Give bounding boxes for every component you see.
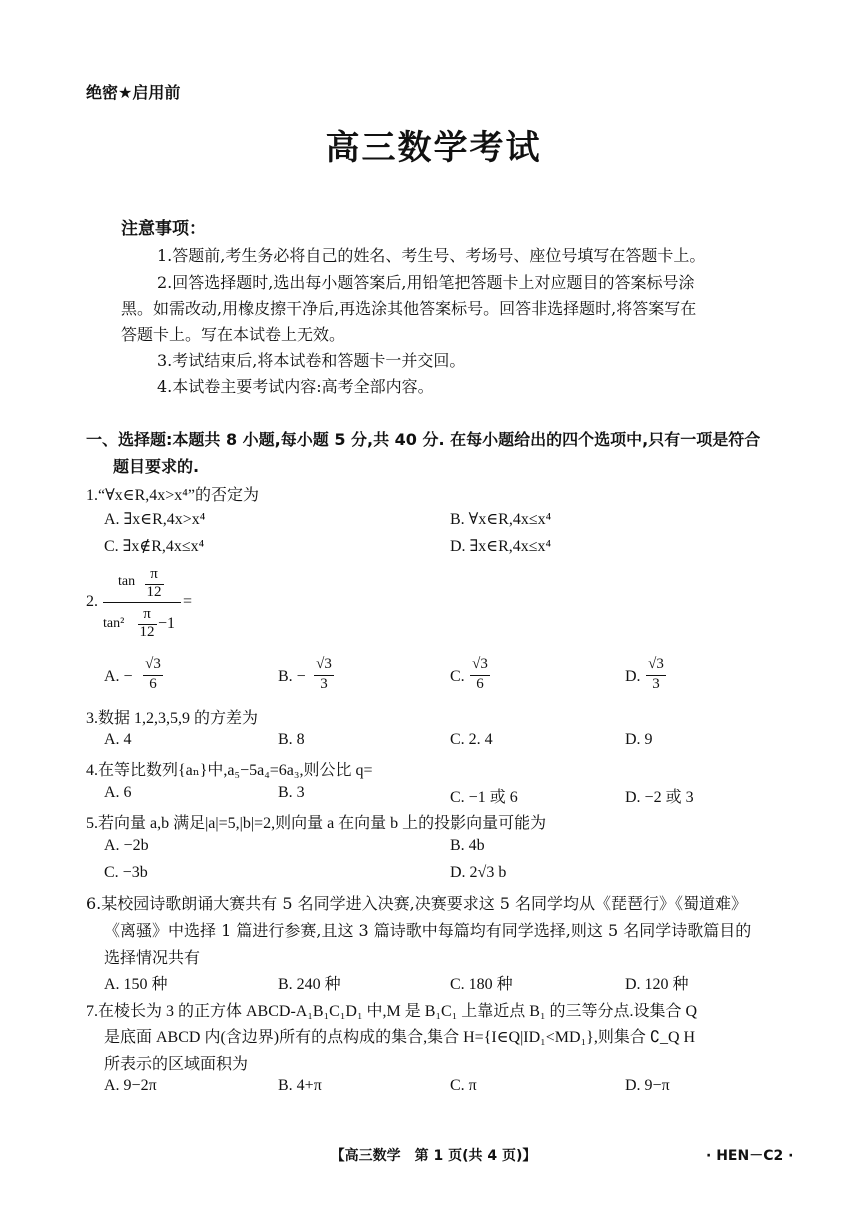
q6-option-d: D. 120 种 bbox=[625, 976, 689, 993]
q2-option-d-num: √3 bbox=[648, 656, 664, 672]
q6-option-b: B. 240 种 bbox=[278, 976, 341, 993]
q7-option-b: B. 4+π bbox=[278, 1077, 322, 1094]
q3-option-a: A. 4 bbox=[104, 731, 132, 748]
q2-option-a-num: √3 bbox=[145, 656, 161, 672]
q7-option-d: D. 9−π bbox=[625, 1077, 670, 1094]
q7-stem-line2: 是底面 ABCD 内(含边界)所有的点构成的集合,集合 H={I∈Q|ID₁<MD₁},则集合 ∁_Q H bbox=[104, 1029, 696, 1046]
q2-denominator-tan2: tan² bbox=[103, 616, 125, 631]
q6-stem-line3: 选择情况共有 bbox=[104, 948, 201, 967]
q2-option-c-label: C. bbox=[450, 668, 465, 685]
q2-option-d-label: D. bbox=[625, 668, 641, 685]
q2-numerator-pi: π bbox=[150, 566, 158, 582]
q5-option-d: D. 2√3 b bbox=[450, 864, 507, 881]
q2-option-a-den: 6 bbox=[149, 676, 157, 692]
q7-stem-line1: 7.在棱长为 3 的正方体 ABCD-A₁B₁C₁D₁ 中,M 是 B₁C₁ 上靠近点 B₁ 的三等分点.设集合 Q bbox=[86, 1003, 698, 1020]
section-heading: 一、选择题:本题共 8 小题,每小题 5 分,共 40 分. 在每小题给出的四个选项中,只有一项是符合 bbox=[86, 430, 761, 449]
exam-title: 高三数学考试 bbox=[325, 128, 542, 168]
confidential-mark: 绝密★启用前 bbox=[86, 83, 181, 102]
q2-denominator-pi: π bbox=[143, 606, 151, 622]
q5-option-c: C. −3b bbox=[104, 864, 148, 881]
q2-option-b-label: B. − bbox=[278, 668, 306, 685]
q3-stem: 3.数据 1,2,3,5,9 的方差为 bbox=[86, 710, 259, 727]
q2-numerator-tan: tan bbox=[118, 574, 136, 589]
q1-option-a: A. ∃x∈R,4x>x⁴ bbox=[104, 511, 206, 528]
q5-option-a: A. −2b bbox=[104, 837, 149, 854]
q2-numerator-12: 12 bbox=[146, 584, 162, 600]
notice-item-2: 2.回答选择题时,选出每小题答案后,用铅笔把答题卡上对应题目的答案标号涂 bbox=[157, 273, 695, 292]
q4-option-c: C. −1 或 6 bbox=[450, 789, 518, 806]
q1-option-d: D. ∃x∈R,4x≤x⁴ bbox=[450, 538, 552, 555]
notice-item-1: 1.答题前,考生务必将自己的姓名、考生号、考场号、座位号填写在答题卡上。 bbox=[157, 246, 706, 265]
q4-stem: 4.在等比数列{aₙ}中,a₅−5a₄=6a₃,则公比 q= bbox=[86, 762, 373, 779]
q1-option-c: C. ∃x∉R,4x≤x⁴ bbox=[104, 538, 205, 555]
q2-main-fraction-bar bbox=[103, 602, 181, 603]
q2-option-a-label: A. − bbox=[104, 668, 133, 685]
q2-equals: = bbox=[183, 593, 193, 610]
paper-code: · HEN－C2 · bbox=[706, 1148, 794, 1164]
q3-option-b: B. 8 bbox=[278, 731, 305, 748]
q2-option-d-den: 3 bbox=[652, 676, 660, 692]
q2-denominator-12: 12 bbox=[139, 624, 155, 640]
q7-stem-line3: 所表示的区域面积为 bbox=[104, 1056, 249, 1073]
notice-heading: 注意事项： bbox=[121, 219, 206, 239]
q3-option-c: C. 2. 4 bbox=[450, 731, 493, 748]
q7-option-c: C. π bbox=[450, 1077, 477, 1094]
notice-item-2-cont: 黑。如需改动,用橡皮擦干净后,再选涂其他答案标号。回答非选择题时,将答案写在 bbox=[121, 299, 697, 318]
q6-stem-line1: 6.某校园诗歌朗诵大赛共有 5 名同学进入决赛,决赛要求这 5 名同学均从《琵琶行》《蜀道难》 bbox=[86, 894, 748, 913]
q2-denominator-minus1: −1 bbox=[158, 615, 176, 632]
page-footer: 【高三数学 第 1 页(共 4 页)】 bbox=[330, 1148, 537, 1164]
notice-item-3: 3.考试结束后,将本试卷和答题卡一并交回。 bbox=[157, 351, 466, 370]
notice-item-2-cont2: 答题卡上。写在本试卷上无效。 bbox=[121, 325, 346, 344]
q6-option-c: C. 180 种 bbox=[450, 976, 513, 993]
q2-number: 2. bbox=[86, 593, 98, 610]
q6-option-a: A. 150 种 bbox=[104, 976, 168, 993]
notice-item-4: 4.本试卷主要考试内容:高考全部内容。 bbox=[157, 377, 434, 396]
q1-option-b: B. ∀x∈R,4x≤x⁴ bbox=[450, 511, 552, 528]
q7-option-a: A. 9−2π bbox=[104, 1077, 157, 1094]
q4-option-a: A. 6 bbox=[104, 784, 132, 801]
q3-option-d: D. 9 bbox=[625, 731, 653, 748]
q4-option-d: D. −2 或 3 bbox=[625, 789, 694, 806]
q2-option-b-den: 3 bbox=[320, 676, 328, 692]
q4-option-b: B. 3 bbox=[278, 784, 305, 801]
q6-stem-line2: 《离骚》中选择 1 篇进行参赛,且这 3 篇诗歌中每篇均有同学选择,则这 5 名同学诗歌篇目的 bbox=[104, 921, 752, 940]
q5-option-b: B. 4b bbox=[450, 837, 485, 854]
section-heading-cont: 题目要求的. bbox=[113, 457, 200, 476]
q2-option-c-num: √3 bbox=[472, 656, 488, 672]
q2-option-b-num: √3 bbox=[316, 656, 332, 672]
q2-option-c-den: 6 bbox=[476, 676, 484, 692]
q1-stem: 1.“∀x∈R,4x>x⁴”的否定为 bbox=[86, 487, 259, 504]
q5-stem: 5.若向量 a,b 满足|a|=5,|b|=2,则向量 a 在向量 b 上的投影向量可能为 bbox=[86, 815, 547, 832]
